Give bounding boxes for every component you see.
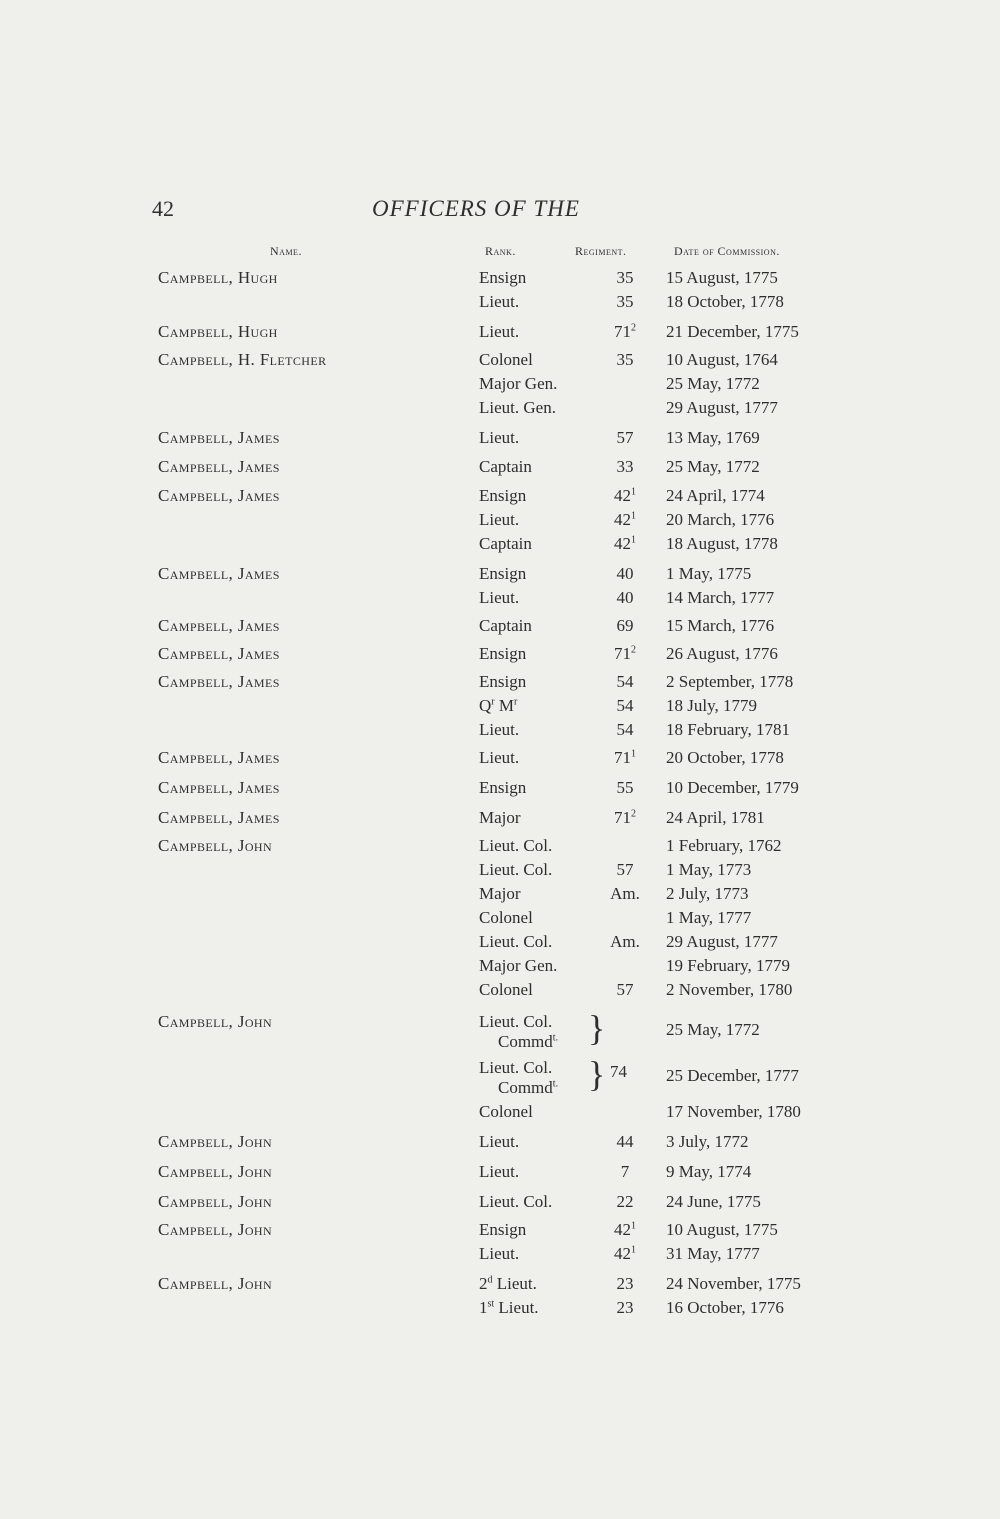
commission-date: 24 November, 1775 xyxy=(666,1274,801,1293)
table-row xyxy=(0,954,1000,978)
table-row xyxy=(0,776,1000,800)
table-row xyxy=(0,718,1000,742)
rank: Lieut. xyxy=(479,1244,520,1263)
rank: Ensign xyxy=(479,644,527,663)
regiment: 57 xyxy=(616,428,634,447)
rank: 2$^d$ Lieut. xyxy=(479,1274,537,1293)
rank: Lieut. xyxy=(479,748,520,767)
rank: Ensign xyxy=(479,1220,527,1239)
rank: Major Gen. xyxy=(479,374,558,393)
regiment: 74 xyxy=(610,1062,627,1081)
table-row xyxy=(0,426,1000,450)
commission-date: 20 October, 1778 xyxy=(666,748,784,767)
rank: Colonel xyxy=(479,980,533,999)
regiment: 44 xyxy=(616,1132,634,1151)
rank: Lieut. Col. xyxy=(479,932,553,951)
commission-date: 2 November, 1780 xyxy=(666,980,793,999)
officer-name: Campbell, John xyxy=(158,1162,273,1181)
regiment: 57 xyxy=(616,860,634,879)
officer-name: Campbell, Hugh xyxy=(158,268,278,287)
commission-date: 25 May, 1772 xyxy=(666,1020,760,1039)
table-row xyxy=(0,1076,1000,1100)
table-row xyxy=(0,882,1000,906)
officer-name: Campbell, John xyxy=(158,1192,273,1211)
table-row xyxy=(0,978,1000,1002)
officer-name: Campbell, James xyxy=(158,808,280,827)
rank: Ensign xyxy=(479,268,527,287)
rank: Lieut. Col. xyxy=(479,1192,553,1211)
table-row xyxy=(0,694,1000,718)
rank: Lieut. Col. xyxy=(479,1012,553,1031)
commission-date: 10 December, 1779 xyxy=(666,778,799,797)
rank: Colonel xyxy=(479,1102,533,1121)
regiment: Am. xyxy=(610,884,640,903)
officer-name: Campbell, James xyxy=(158,644,280,663)
regiment: $42^1$ xyxy=(614,486,636,505)
commission-date: 21 December, 1775 xyxy=(666,322,799,341)
table-row xyxy=(0,614,1000,638)
table-row xyxy=(0,834,1000,858)
officer-name: Campbell, James xyxy=(158,428,280,447)
commission-date: 10 August, 1775 xyxy=(666,1220,778,1239)
regiment: 23 xyxy=(616,1274,634,1293)
regiment: Am. xyxy=(610,932,640,951)
regiment: $42^1$ xyxy=(614,1244,636,1263)
commission-date: 1 May, 1773 xyxy=(666,860,752,879)
commission-date: 15 March, 1776 xyxy=(666,616,775,635)
rank: Lieut. Col. xyxy=(479,860,553,879)
table-row xyxy=(0,1242,1000,1266)
regiment: 35 xyxy=(616,292,634,311)
officer-name: Campbell, John xyxy=(158,1012,273,1031)
table-row xyxy=(0,320,1000,344)
rank: Ensign xyxy=(479,778,527,797)
regiment: 35 xyxy=(616,350,634,369)
table-row xyxy=(0,1296,1000,1320)
rank: Lieut. xyxy=(479,1132,520,1151)
rank: Lieut. xyxy=(479,720,520,739)
table-row xyxy=(0,1190,1000,1214)
officer-name: Campbell, Hugh xyxy=(158,322,278,341)
rank: Lieut. Col. xyxy=(479,836,553,855)
rank: Captain xyxy=(479,534,532,553)
commission-date: 20 March, 1776 xyxy=(666,510,775,529)
rank: Ensign xyxy=(479,564,527,583)
officer-name: Campbell, John xyxy=(158,1132,273,1151)
table-row xyxy=(0,348,1000,372)
regiment: 33 xyxy=(616,457,634,476)
commission-date: 1 May, 1775 xyxy=(666,564,752,583)
commission-date: 25 December, 1777 xyxy=(666,1066,799,1085)
rank: Lieut. xyxy=(479,510,520,529)
table-row xyxy=(0,372,1000,396)
regiment: 35 xyxy=(616,268,634,287)
commission-date: 24 April, 1774 xyxy=(666,486,765,505)
officer-name: Campbell, John xyxy=(158,836,273,855)
regiment: 7 xyxy=(620,1162,630,1181)
header-rank: Rank. xyxy=(485,244,516,258)
table-row xyxy=(0,532,1000,556)
commission-date: 18 October, 1778 xyxy=(666,292,784,311)
table-row xyxy=(0,1130,1000,1154)
officer-name: Campbell, James xyxy=(158,778,280,797)
regiment: 55 xyxy=(616,778,634,797)
regiment: 54 xyxy=(616,696,634,715)
regiment: $71^2$ xyxy=(614,644,636,663)
officer-name: Campbell, James xyxy=(158,616,280,635)
regiment: 40 xyxy=(616,564,634,583)
regiment: $42^1$ xyxy=(614,510,636,529)
table-row xyxy=(0,670,1000,694)
regiment: 40 xyxy=(616,588,634,607)
table-row xyxy=(0,1160,1000,1184)
commission-date: 17 November, 1780 xyxy=(666,1102,801,1121)
commission-date: 18 August, 1778 xyxy=(666,534,778,553)
page-number: 42 xyxy=(152,196,174,221)
rank: Commd$^{t.}$ xyxy=(498,1078,559,1097)
officer-name: Campbell, James xyxy=(158,457,280,476)
commission-date: 26 August, 1776 xyxy=(666,644,778,663)
table-row xyxy=(0,1100,1000,1124)
commission-date: 29 August, 1777 xyxy=(666,398,778,417)
commission-date: 3 July, 1772 xyxy=(666,1132,749,1151)
regiment: $42^1$ xyxy=(614,534,636,553)
rank: Ensign xyxy=(479,486,527,505)
rank: $Q^r$ $M^r$ xyxy=(479,696,518,715)
officer-name: Campbell, James xyxy=(158,486,280,505)
commission-date: 18 July, 1779 xyxy=(666,696,757,715)
table-row xyxy=(0,806,1000,830)
rank: Lieut. xyxy=(479,588,520,607)
table-row xyxy=(0,396,1000,420)
commission-date: 9 May, 1774 xyxy=(666,1162,752,1181)
table-row xyxy=(0,455,1000,479)
commission-date: 2 July, 1773 xyxy=(666,884,749,903)
commission-date: 2 September, 1778 xyxy=(666,672,794,691)
officer-name: Campbell, James xyxy=(158,672,280,691)
header-regiment: Regiment. xyxy=(575,244,627,258)
commission-date: 29 August, 1777 xyxy=(666,932,778,951)
rank: Lieut. xyxy=(479,292,520,311)
regiment: $71^2$ xyxy=(614,322,636,341)
table-row xyxy=(0,858,1000,882)
regiment: 54 xyxy=(616,720,634,739)
officer-name: Campbell, John xyxy=(158,1220,273,1239)
rank: 1st Lieut. xyxy=(479,1298,539,1317)
rank: Colonel xyxy=(479,908,533,927)
commission-date: 14 March, 1777 xyxy=(666,588,775,607)
commission-date: 16 October, 1776 xyxy=(666,1298,784,1317)
running-title: OFFICERS OF THE xyxy=(372,196,580,221)
commission-date: 19 February, 1779 xyxy=(666,956,791,975)
rank: Commd$^{t.}$ xyxy=(498,1032,559,1051)
commission-date: 18 February, 1781 xyxy=(666,720,791,739)
rank: Lieut. xyxy=(479,322,520,341)
header-name: Name. xyxy=(270,244,302,258)
rank: Lieut. Col. xyxy=(479,1058,553,1077)
table-row xyxy=(0,1030,1000,1054)
table-row xyxy=(0,290,1000,314)
rank: Major xyxy=(479,808,521,827)
regiment: 69 xyxy=(616,616,634,635)
regiment: $71^2$ xyxy=(614,808,636,827)
table-row xyxy=(0,906,1000,930)
commission-date: 13 May, 1769 xyxy=(666,428,760,447)
table-row xyxy=(0,930,1000,954)
rank: Major xyxy=(479,884,521,903)
rank: Major Gen. xyxy=(479,956,558,975)
officer-name: Campbell, John xyxy=(158,1274,273,1293)
commission-date: 25 May, 1772 xyxy=(666,457,760,476)
officer-name: Campbell, James xyxy=(158,748,280,767)
regiment: 54 xyxy=(616,672,634,691)
officer-name: Campbell, H. Fletcher xyxy=(158,350,327,369)
table-row xyxy=(0,266,1000,290)
table-row xyxy=(0,642,1000,666)
commission-date: 31 May, 1777 xyxy=(666,1244,760,1263)
table-row xyxy=(0,586,1000,610)
rank: Lieut. xyxy=(479,1162,520,1181)
regiment: $71^1$ xyxy=(614,748,636,767)
rank: Colonel xyxy=(479,350,533,369)
regiment: $42^1$ xyxy=(614,1220,636,1239)
commission-date: 1 May, 1777 xyxy=(666,908,752,927)
commission-date: 25 May, 1772 xyxy=(666,374,760,393)
brace-icon: } xyxy=(588,1054,606,1094)
commission-date: 24 June, 1775 xyxy=(666,1192,761,1211)
table-row xyxy=(0,562,1000,586)
regiment: 22 xyxy=(616,1192,634,1211)
commission-date: 15 August, 1775 xyxy=(666,268,778,287)
officer-name: Campbell, James xyxy=(158,564,280,583)
table-row xyxy=(0,1272,1000,1296)
regiment: 57 xyxy=(616,980,634,999)
rank: Ensign xyxy=(479,672,527,691)
column-headers xyxy=(0,244,1000,264)
table-row xyxy=(0,484,1000,508)
rank: Captain xyxy=(479,457,532,476)
regiment: 23 xyxy=(616,1298,634,1317)
header-date: Date of Commission. xyxy=(674,244,780,258)
brace-icon: } xyxy=(588,1008,606,1048)
commission-date: 10 August, 1764 xyxy=(666,350,778,369)
commission-date: 24 April, 1781 xyxy=(666,808,765,827)
table-row xyxy=(0,746,1000,770)
rank: Lieut. xyxy=(479,428,520,447)
table-row xyxy=(0,1218,1000,1242)
rank: Captain xyxy=(479,616,532,635)
table-row xyxy=(0,508,1000,532)
rank: Lieut. Gen. xyxy=(479,398,556,417)
commission-date: 1 February, 1762 xyxy=(666,836,782,855)
